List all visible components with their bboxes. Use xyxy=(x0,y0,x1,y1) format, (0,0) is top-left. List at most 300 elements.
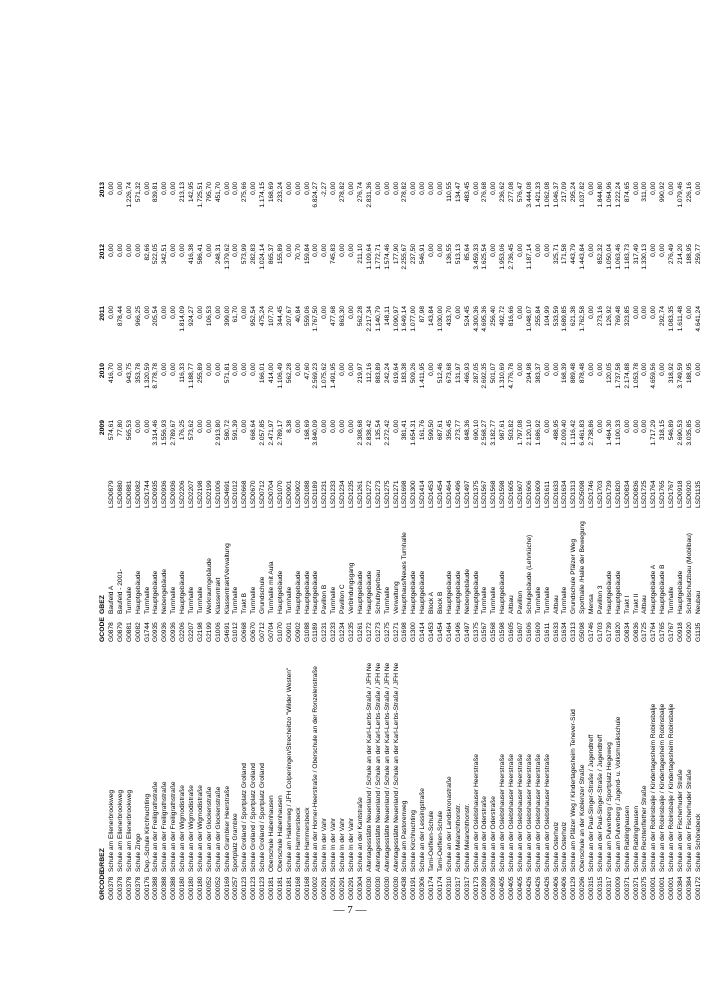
cell-value-2009: 176,25 xyxy=(179,420,187,441)
cell-value-2009: 161,76 xyxy=(419,420,427,441)
cell-grbez: Schule Rechtenflether Straße xyxy=(641,785,649,872)
cell-gcode: G0936 xyxy=(170,622,178,642)
cell-code: LSD1414 xyxy=(419,480,427,508)
cell-value-2012: 865,37 xyxy=(268,244,276,265)
cell-gbez: Hauptgebäude xyxy=(179,570,187,614)
table-row xyxy=(570,40,579,900)
table-row xyxy=(144,40,153,900)
cell-value-2011: 399,00 xyxy=(223,306,231,327)
cell-value-2009: 0,00 xyxy=(641,420,649,433)
cell-grcode: G00315 xyxy=(588,876,596,900)
cell-value-2010: 509,26 xyxy=(410,363,418,384)
cell-code: LSD1233 xyxy=(330,480,338,508)
cell-gcode: G0704 xyxy=(268,622,276,642)
cell-gcode: G1453 xyxy=(428,622,436,642)
cell-grbez: Schule an der Robinsbalje / Kindertagesheim Robinsbalje xyxy=(650,703,658,872)
cell-value-2011: 878,44 xyxy=(116,306,124,327)
cell-gbez: Hauptgebäude xyxy=(303,570,311,614)
cell-code: LSD5098 xyxy=(579,480,587,508)
cell-gcode: G1703 xyxy=(596,622,604,642)
cell-grcode: G00317 xyxy=(454,876,462,900)
cell-grcode: G00399 xyxy=(481,876,489,900)
cell-value-2013: 0,00 xyxy=(294,182,302,195)
cell-value-2009: 1.464,30 xyxy=(605,420,613,446)
cell-value-2013: 0,00 xyxy=(143,182,151,195)
cell-gbez: Turnhalle xyxy=(543,586,551,614)
cell-value-2011: 87,98 xyxy=(419,306,427,323)
cell-grcode: G00174 xyxy=(436,876,444,900)
cell-code: LSD0836 xyxy=(632,480,640,508)
cell-grbez: Schule an der Lessingstraße xyxy=(419,788,427,872)
table-row xyxy=(686,40,695,900)
cell-value-2009: 6.461,83 xyxy=(579,420,587,446)
cell-gbez: Turnhalle xyxy=(481,586,489,614)
cell-gbez: Hauptgebäude xyxy=(134,570,142,614)
cell-value-2013: 278,82 xyxy=(339,182,347,203)
cell-grbez: Schule an der Freiligrathstraße xyxy=(161,781,169,872)
cell-grbez: Schule an der Oslebshauser Heerstraße xyxy=(543,753,551,872)
cell-grcode: G00180 xyxy=(196,876,204,900)
cell-value-2010: 0,00 xyxy=(161,363,169,376)
cell-grcode: G00052 xyxy=(205,876,213,900)
cell-value-2009: 77,80 xyxy=(116,420,124,437)
table-row xyxy=(659,40,668,900)
cell-value-2012: 317,49 xyxy=(632,244,640,265)
cell-value-2013: 142,95 xyxy=(188,182,196,203)
cell-value-2010: 673,68 xyxy=(445,363,453,384)
cell-value-2013: 1.046,37 xyxy=(552,182,560,208)
table-row xyxy=(224,40,233,900)
cell-value-2011: 475,24 xyxy=(259,306,267,327)
header-2013: 2013 xyxy=(99,182,106,198)
cell-code: LSD1568 xyxy=(490,480,498,508)
cell-value-2010: 571,81 xyxy=(223,363,231,384)
cell-value-2013: 0,00 xyxy=(330,182,338,195)
cell-grbez: Schule am Pulverberg / Jugend- u. Volksmusikschule xyxy=(614,716,622,872)
cell-value-2012: 1.772,71 xyxy=(374,244,382,270)
cell-grbez: Schule an der Horner-Heerstraße / Oberschule an der Ronzelenstraße xyxy=(312,666,320,872)
cell-value-2009: 0,00 xyxy=(623,420,631,433)
cell-value-2013: 1.226,74 xyxy=(125,182,133,208)
cell-grbez: Schule Grolland / Sportplatz Grolland xyxy=(250,763,258,872)
cell-value-2009: 2.471,97 xyxy=(268,420,276,446)
cell-value-2012: 1.574,46 xyxy=(383,244,391,270)
table-row xyxy=(259,40,268,900)
table-row xyxy=(517,40,526,900)
cell-code: LSD0668 xyxy=(241,480,249,508)
table-row xyxy=(375,40,384,900)
cell-code: LSD1454 xyxy=(436,480,444,508)
table-row xyxy=(428,40,437,900)
table-row xyxy=(490,40,499,900)
cell-value-2010: 0,00 xyxy=(596,363,604,376)
cell-grbez: Schule Schönebeck xyxy=(694,813,702,872)
cell-value-2010: 0,00 xyxy=(116,363,124,376)
cell-gcode: G1567 xyxy=(481,622,489,642)
cell-grcode: G00388 xyxy=(152,876,160,900)
cell-grcode: G00378 xyxy=(116,876,124,900)
cell-value-2013: 451,70 xyxy=(214,182,222,203)
cell-value-2011: 863,30 xyxy=(339,306,347,327)
cell-value-2011: 1.649,14 xyxy=(401,306,409,332)
cell-value-2009: 0,00 xyxy=(694,420,702,433)
table-row xyxy=(250,40,259,900)
cell-gcode: G0834 xyxy=(623,622,631,642)
cell-value-2012: 237,50 xyxy=(410,244,418,265)
cell-code: LSD1464 xyxy=(445,480,453,508)
cell-value-2013: 217,09 xyxy=(561,182,569,203)
cell-value-2011: 533,59 xyxy=(552,306,560,327)
cell-value-2010: 318,92 xyxy=(668,363,676,384)
cell-gcode: G1271 xyxy=(392,622,400,642)
cell-gbez: Grundschule Pfälzer Weg xyxy=(570,538,578,614)
header-2011: 2011 xyxy=(99,306,106,321)
cell-value-2010: 294,98 xyxy=(525,363,533,384)
cell-value-2011: 816,66 xyxy=(508,306,516,327)
cell-grbez: Schule In der Vahr xyxy=(339,817,347,872)
table-row xyxy=(304,40,313,900)
cell-value-2012: 282,83 xyxy=(250,244,258,265)
cell-code: LSD0936 xyxy=(170,480,178,508)
cell-value-2013: 277,08 xyxy=(508,182,516,203)
cell-value-2010: 0,00 xyxy=(232,363,240,376)
cell-value-2012: 0,00 xyxy=(312,244,320,257)
header-2012: 2012 xyxy=(99,244,106,260)
cell-value-2010: 1.737,58 xyxy=(614,363,622,389)
cell-gbez: Trakt II xyxy=(632,593,640,614)
table-row xyxy=(606,40,615,900)
cell-gcode: G1414 xyxy=(419,622,427,642)
cell-value-2012: 0,00 xyxy=(116,244,124,257)
cell-grcode: G00030 xyxy=(392,876,400,900)
cell-value-2012: 1.187,14 xyxy=(525,244,533,270)
cell-grbez: Schule an der Fischerhuder Straße xyxy=(677,769,684,872)
cell-value-2012: 1.625,54 xyxy=(481,244,489,270)
cell-value-2010: 242,24 xyxy=(383,363,391,384)
cell-gcode: G1272 xyxy=(365,622,373,642)
cell-code: LSD1070 xyxy=(276,480,284,508)
cell-code: LSD1261 xyxy=(356,480,364,508)
cell-gcode: G0936 xyxy=(161,622,169,642)
cell-value-2011: 0,00 xyxy=(170,306,178,319)
cell-value-2012: 342,51 xyxy=(161,244,169,265)
cell-value-2011: 106,53 xyxy=(205,306,213,327)
cell-value-2013: 278,82 xyxy=(401,182,409,203)
cell-code: LSD0670 xyxy=(250,480,258,508)
cell-value-2011: 292,74 xyxy=(659,306,667,327)
cell-value-2012: 0,00 xyxy=(436,244,444,257)
cell-value-2011: 205,54 xyxy=(152,306,160,327)
cell-code: LSD1744 xyxy=(143,480,151,508)
cell-value-2013: 0,00 xyxy=(410,182,418,195)
cell-gbez: Turnhalle xyxy=(561,586,569,614)
cell-value-2012: 2.736,45 xyxy=(508,244,516,270)
table-row xyxy=(384,40,393,900)
cell-value-2010: 255,89 xyxy=(196,363,204,384)
cell-grbez: Schule am Pulverberg / Sportplatz Hegeweg xyxy=(605,742,613,872)
cell-grcode: G00123 xyxy=(250,876,258,900)
cell-value-2010: 0,00 xyxy=(588,363,596,376)
cell-grbez: Schule an der Oslebshauser Heerstraße xyxy=(508,753,516,872)
cell-value-2010: 168,39 xyxy=(561,363,569,384)
cell-code: LSD1012 xyxy=(232,480,240,508)
cell-value-2009: 599,50 xyxy=(428,420,436,441)
cell-gcode: G1725 xyxy=(641,622,649,642)
cell-value-2010: 619,64 xyxy=(392,363,400,384)
cell-value-2009: 2.789,67 xyxy=(170,420,178,446)
cell-value-2011: 255,84 xyxy=(534,306,542,327)
table-row xyxy=(215,40,224,900)
cell-gbez: Schulbyperbau xyxy=(374,570,382,614)
cell-gcode: G1012 xyxy=(232,622,240,642)
cell-value-2013: 236,62 xyxy=(499,182,507,203)
cell-code: LSD0834 xyxy=(623,480,631,508)
table-body xyxy=(108,40,704,900)
cell-gbez: Turnhalle xyxy=(170,586,178,614)
cell-value-2013: 213,13 xyxy=(179,182,187,203)
cell-gcode: G1568 xyxy=(490,622,498,642)
cell-value-2012: 573,99 xyxy=(241,244,249,265)
page-number: — 7 — xyxy=(333,904,367,916)
table-row xyxy=(650,40,659,900)
cell-code: LSD1739 xyxy=(605,480,613,508)
cell-value-2012: 443,79 xyxy=(570,244,578,265)
cell-gcode: G1633 xyxy=(552,622,560,642)
cell-code: LSD1609 xyxy=(534,480,542,508)
cell-value-2013: 1.174,15 xyxy=(259,182,267,208)
cell-grbez: Schule an der Wigmodistraße xyxy=(179,785,187,872)
cell-value-2013: 0,00 xyxy=(348,182,356,195)
cell-grcode: G00172 xyxy=(694,876,702,900)
cell-code: LSD0712 xyxy=(259,480,267,508)
cell-value-2012: 0,00 xyxy=(125,244,133,257)
cell-value-2009: 0,00 xyxy=(205,420,213,433)
cell-gcode: G2207 xyxy=(188,622,196,642)
cell-grcode: G00406 xyxy=(561,876,569,900)
cell-gcode: G0920 xyxy=(685,622,693,642)
cell-value-2013: 874,65 xyxy=(623,182,631,203)
cell-value-2009: 0,00 xyxy=(143,420,151,433)
cell-gcode: G0881 xyxy=(125,622,133,642)
cell-value-2013: 0,00 xyxy=(232,182,240,195)
cell-value-2013: 1.725,51 xyxy=(196,182,204,208)
table-row xyxy=(455,40,464,900)
cell-grbez: Schule am Hallenweg / JFH Colpeningen/Strecheitzo "Wilder Westen" xyxy=(285,667,293,872)
cell-gbez: Sporthalle /Halle der Bewegung xyxy=(579,521,587,614)
cell-gbez: Hauptgebäude xyxy=(605,570,613,614)
cell-value-2011: 0,00 xyxy=(685,306,693,319)
cell-value-2009: 356,45 xyxy=(445,420,453,441)
cell-grbez: Schule an der Oslebshauser Heerstraße xyxy=(472,753,480,872)
cell-grbez: Schule Melanchthonstr. xyxy=(463,803,471,872)
cell-value-2009: 503,82 xyxy=(508,420,516,441)
cell-value-2012: 1.024,14 xyxy=(259,244,267,270)
table-row xyxy=(579,40,588,900)
cell-code: LSD1611 xyxy=(543,480,551,508)
cell-code: LSD2198 xyxy=(196,480,204,508)
cell-gcode: G2206 xyxy=(179,622,187,642)
cell-grcode: G00384 xyxy=(677,876,684,900)
cell-grbez: Schule Melanchthonstr. xyxy=(454,803,462,872)
cell-gbez: Trakt I xyxy=(623,595,631,614)
table-row xyxy=(295,40,304,900)
table-row xyxy=(419,40,428,900)
cell-grcode: G00030 xyxy=(374,876,382,900)
cell-gcode: G1135 xyxy=(694,622,702,642)
cell-gcode: G1497 xyxy=(463,622,471,642)
cell-gbez: Hauptgebäude xyxy=(276,570,284,614)
cell-code: LSD1313 xyxy=(570,480,578,508)
table-row xyxy=(561,40,570,900)
cell-gbez: Turnhalle xyxy=(383,586,391,614)
cell-value-2011: 1.762,58 xyxy=(579,306,587,332)
cell-value-2013: 0,00 xyxy=(170,182,178,195)
cell-grbez: Oberschule an der Koblenzer Straße xyxy=(579,764,587,872)
cell-value-2011: 924,27 xyxy=(188,306,196,327)
cell-value-2012: 416,38 xyxy=(188,244,196,265)
cell-value-2012: 0,00 xyxy=(205,244,213,257)
cell-gcode: G1273 xyxy=(374,622,382,642)
cell-value-2011: 0,00 xyxy=(588,306,596,319)
cell-value-2013: 1.222,24 xyxy=(614,182,622,208)
cell-code: LSD2199 xyxy=(205,480,213,508)
cell-gcode: G0901 xyxy=(285,622,293,642)
cell-gcode: G1496 xyxy=(454,622,462,642)
cell-value-2009: 0,00 xyxy=(241,420,249,433)
cell-gbez: Altbau xyxy=(552,595,560,614)
cell-value-2012: 0,00 xyxy=(659,244,667,257)
cell-code: LSD1598 xyxy=(499,480,507,508)
cell-grcode: G00426 xyxy=(543,876,551,900)
cell-gbez: Pavillon xyxy=(516,590,524,614)
cell-value-2010: 0,00 xyxy=(348,363,356,376)
cell-value-2012: 0,00 xyxy=(348,244,356,257)
cell-code: LSD0902 xyxy=(294,480,302,508)
cell-code: LSD1767 xyxy=(668,480,676,508)
cell-code: LSD1703 xyxy=(596,480,604,508)
table-row xyxy=(677,40,686,900)
cell-value-2009: 0,00 xyxy=(196,420,204,433)
cell-value-2010: 1.491,95 xyxy=(330,363,338,389)
cell-value-2011: 0,00 xyxy=(196,306,204,319)
cell-value-2010: 0,00 xyxy=(214,363,222,376)
table-row xyxy=(197,40,206,900)
cell-code: LSD1375 xyxy=(472,480,480,508)
cell-grcode: G00406 xyxy=(552,876,560,900)
table-row xyxy=(535,40,544,900)
cell-value-2013: 1.062,08 xyxy=(543,182,551,208)
cell-value-2012: 248,31 xyxy=(214,244,222,265)
cell-value-2011: 0,00 xyxy=(161,306,169,319)
cell-value-2011: 559,06 xyxy=(303,306,311,327)
cell-value-2013: 0,00 xyxy=(250,182,258,195)
table-row xyxy=(286,40,295,900)
cell-gcode: G1189 xyxy=(312,622,320,642)
table-row xyxy=(126,40,135,900)
cell-gbez: Nebengebäude xyxy=(161,568,169,614)
cell-value-2011: 0,00 xyxy=(241,306,249,319)
table-row xyxy=(161,40,170,900)
cell-gcode: G0918 xyxy=(677,622,684,642)
cell-gbez: Schulgebäude (Lehrküche) xyxy=(525,534,533,614)
cell-value-2011: 2.217,34 xyxy=(365,306,373,332)
cell-grcode: G00378 xyxy=(134,876,142,900)
cell-code: LSD1088 xyxy=(303,480,311,508)
cell-value-2013: 311,00 xyxy=(641,182,649,202)
cell-value-2013: 3.444,08 xyxy=(525,182,533,208)
cell-grbez: Schule am Ellenerbrookweg xyxy=(116,789,124,872)
cell-grbez: Schule am Ellenerbrookweg xyxy=(108,789,115,872)
cell-gbez: Hauptgebäude xyxy=(614,570,622,614)
cell-value-2012: 85,64 xyxy=(463,244,471,261)
cell-value-2012: 0,00 xyxy=(490,244,498,257)
table-row xyxy=(339,40,348,900)
cell-gcode: G4691 xyxy=(223,622,231,642)
cell-value-2013: 1.844,80 xyxy=(596,182,604,208)
cell-value-2013: 0,00 xyxy=(472,182,480,195)
cell-value-2009: 1.116,42 xyxy=(570,420,578,446)
cell-value-2013: 2.831,36 xyxy=(365,182,373,208)
cell-value-2011: 107,70 xyxy=(268,306,276,327)
cell-value-2009: 168,69 xyxy=(303,420,311,441)
cell-gcode: G0878 xyxy=(108,622,115,642)
header-gcode: GCODE xyxy=(99,617,106,642)
cell-value-2012: 0,00 xyxy=(516,244,524,257)
cell-gbez: Verwaltung xyxy=(392,581,400,614)
cell-grbez: Altentagesstätte Neuenland / Schule an der Karl-Lerbs-Straße / JFH Ne xyxy=(383,662,391,872)
cell-value-2012: 70,70 xyxy=(294,244,302,261)
cell-grcode: G00378 xyxy=(125,876,133,900)
table-row xyxy=(188,40,197,900)
cell-value-2013: 0,00 xyxy=(419,182,427,195)
cell-grcode: G00180 xyxy=(179,876,187,900)
cell-value-2012: 0,00 xyxy=(108,244,115,257)
cell-value-2012: 1.183,73 xyxy=(623,244,631,270)
cell-value-2011: 40,84 xyxy=(294,306,302,323)
cell-grbez: Altentagesstätte Neuenland / Schule an der Karl-Lerbs-Straße / JFH Ne xyxy=(365,662,373,872)
table-row xyxy=(277,40,286,900)
cell-gcode: G1746 xyxy=(588,622,596,642)
cell-gbez: Klassentrakt/Verwaltung xyxy=(223,543,231,614)
cell-value-2011: 0,00 xyxy=(321,306,329,319)
cell-gcode: G1070 xyxy=(276,622,284,642)
cell-code: LSD1725 xyxy=(641,480,649,508)
cell-code: LSD1633 xyxy=(552,480,560,508)
table-row xyxy=(695,40,704,900)
cell-value-2011: 1.090,97 xyxy=(392,306,400,332)
cell-gcode: G1606 xyxy=(525,622,533,642)
cell-value-2011: 4.641,24 xyxy=(694,306,702,332)
cell-value-2012: 1.050,04 xyxy=(605,244,613,270)
cell-grcode: G00169 xyxy=(223,876,231,900)
cell-value-2010: 2.569,23 xyxy=(312,363,320,389)
cell-value-2010: 8.778,78 xyxy=(152,363,160,389)
cell-gbez: Turnhalle xyxy=(668,586,676,614)
cell-value-2012: 1.953,06 xyxy=(499,244,507,270)
cell-gcode: G1820 xyxy=(614,622,622,642)
cell-gbez: Schallschutzbau (Mobilbau) xyxy=(685,533,693,614)
cell-value-2009: 0,00 xyxy=(392,420,400,433)
cell-value-2012: 0,00 xyxy=(232,244,240,257)
table-row xyxy=(446,40,455,900)
cell-code: LSD1235 xyxy=(348,480,356,508)
cell-value-2013: 0,00 xyxy=(694,182,702,195)
cell-value-2012: 3.459,33 xyxy=(472,244,480,270)
cell-grbez: Schule an der Oslebshauser Heerstraße xyxy=(516,753,524,872)
cell-grcode: G00405 xyxy=(516,876,524,900)
cell-value-2010: 1.075,62 xyxy=(321,363,329,389)
cell-code: LSD0936 xyxy=(161,480,169,508)
